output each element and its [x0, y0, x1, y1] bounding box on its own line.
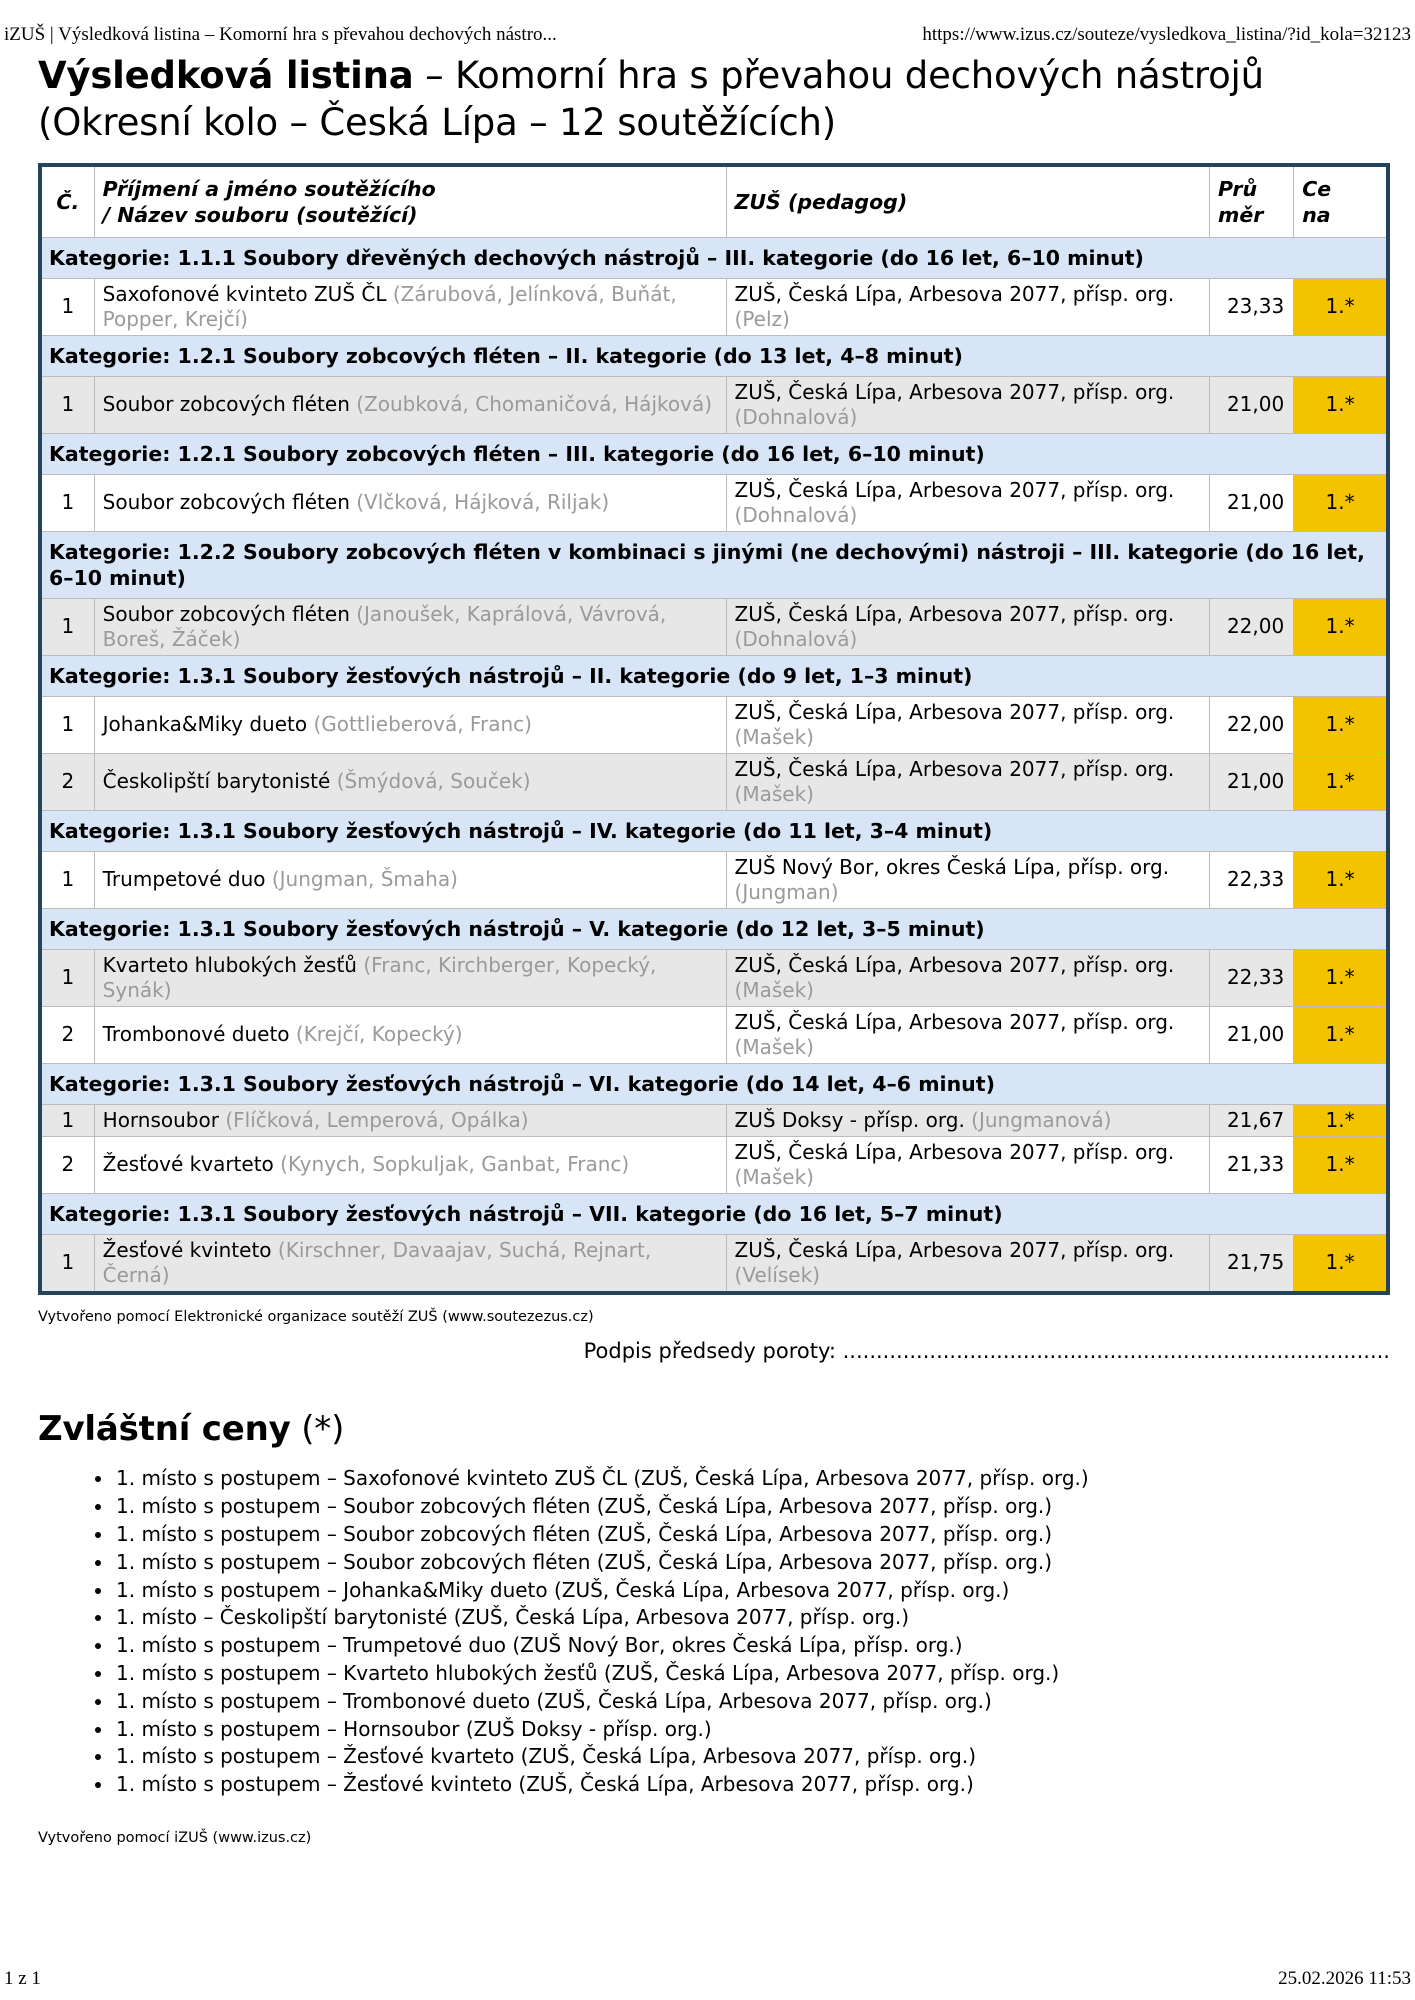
ensemble-name: Hornsoubor — [102, 1107, 219, 1132]
result-row — [40, 949, 1388, 1006]
result-row — [40, 696, 1388, 753]
prize-cell: 1.* — [1294, 1104, 1388, 1136]
ensemble-cell — [94, 474, 726, 531]
ensemble-cell — [94, 949, 726, 1006]
placement-number: 1 — [40, 851, 94, 908]
average-score: 22,33 — [1209, 851, 1293, 908]
pedagog-name: (Mašek) — [734, 724, 814, 749]
category-row: Kategorie: 1.3.1 Soubory žesťových nástrojů – IV. kategorie (do 11 let, 3–4 minut) — [40, 810, 1388, 851]
placement-number: 1 — [40, 949, 94, 1006]
ensemble-members: (Flíčková, Lemperová, Opálka) — [225, 1107, 529, 1132]
header-name: Příjmení a jméno soutěžícího / Název souboru (soutěžící) — [94, 165, 726, 238]
average-score: 21,67 — [1209, 1104, 1293, 1136]
page-title — [38, 52, 1318, 147]
page-title-rest: – Komorní hra s převahou dechových nástrojů (Okresní kolo – Česká Lípa – 12 soutěžících) — [38, 54, 1264, 145]
ensemble-members: (Kynych, Sopkuljak, Ganbat, Franc) — [280, 1152, 630, 1177]
school-cell — [726, 1104, 1209, 1136]
results-table — [38, 163, 1390, 1295]
result-row — [40, 1006, 1388, 1063]
ensemble-name: Johanka&Miky dueto — [102, 712, 308, 737]
ensemble-cell — [94, 1104, 726, 1136]
average-score: 21,00 — [1209, 753, 1293, 810]
pedagog-name: (Dohnalová) — [734, 626, 858, 651]
ensemble-members: (Krejčí, Kopecký) — [295, 1022, 463, 1047]
ensemble-name: Žesťové kvinteto — [102, 1237, 272, 1262]
school-cell — [726, 696, 1209, 753]
school-name: ZUŠ, Česká Lípa, Arbesova 2077, přísp. org. — [734, 1139, 1175, 1164]
placement-number: 1 — [40, 474, 94, 531]
school-cell — [726, 753, 1209, 810]
average-score: 21,00 — [1209, 1006, 1293, 1063]
result-row — [40, 1104, 1388, 1136]
school-name: ZUŠ, Česká Lípa, Arbesova 2077, přísp. org. — [734, 952, 1175, 977]
prize-cell: 1.* — [1294, 376, 1388, 433]
pedagog-name: (Pelz) — [734, 306, 790, 331]
document-body — [38, 52, 1390, 1848]
ensemble-name: Kvarteto hlubokých žesťů — [102, 952, 357, 977]
special-prize-item: • 1. místo s postupem – Trumpetové duo (ZUŠ Nový Bor, okres Česká Lípa, přísp. org.) — [114, 1632, 1390, 1660]
special-prize-item: • 1. místo s postupem – Saxofonové kvinteto ZUŠ ČL (ZUŠ, Česká Lípa, Arbesova 2077, přísp. org.) — [114, 1465, 1390, 1493]
placement-number: 1 — [40, 1104, 94, 1136]
ensemble-members: (Zoubková, Chomaničová, Hájková) — [356, 392, 712, 417]
ensemble-cell — [94, 1136, 726, 1193]
prize-cell: 1.* — [1294, 1234, 1388, 1293]
category-row: Kategorie: 1.1.1 Soubory dřevěných dechových nástrojů – III. kategorie (do 16 let, 6–10 minut) — [40, 237, 1388, 278]
print-header — [4, 24, 1411, 46]
school-cell — [726, 1006, 1209, 1063]
prize-cell: 1.* — [1294, 753, 1388, 810]
page-title-bold: Výsledková listina — [38, 54, 414, 97]
pedagog-name: (Jungman) — [734, 879, 839, 904]
pedagog-name: (Velísek) — [734, 1262, 820, 1287]
school-name: ZUŠ, Česká Lípa, Arbesova 2077, přísp. org. — [734, 601, 1175, 626]
signature-line: Podpis předsedy poroty: .................................................................................. — [583, 1338, 1390, 1363]
average-score: 23,33 — [1209, 278, 1293, 335]
school-cell — [726, 474, 1209, 531]
school-cell — [726, 949, 1209, 1006]
placement-number: 1 — [40, 376, 94, 433]
school-cell — [726, 1136, 1209, 1193]
ensemble-cell — [94, 1006, 726, 1063]
ensemble-members: (Jungman, Šmaha) — [271, 867, 458, 892]
school-cell — [726, 376, 1209, 433]
category-row: Kategorie: 1.3.1 Soubory žesťových nástrojů – VII. kategorie (do 16 let, 5–7 minut) — [40, 1193, 1388, 1234]
school-name: ZUŠ, Česká Lípa, Arbesova 2077, přísp. org. — [734, 756, 1175, 781]
average-score: 22,33 — [1209, 949, 1293, 1006]
special-prize-item: • 1. místo s postupem – Kvarteto hlubokých žesťů (ZUŠ, Česká Lípa, Arbesova 2077, přísp. org.) — [114, 1660, 1390, 1688]
pedagog-name: (Mašek) — [734, 1164, 814, 1189]
result-row — [40, 851, 1388, 908]
placement-number: 2 — [40, 1006, 94, 1063]
pedagog-name: (Jungmanová) — [971, 1107, 1112, 1132]
average-score: 22,00 — [1209, 598, 1293, 655]
table-header-row — [40, 165, 1388, 238]
print-header-title: iZUŠ | Výsledková listina – Komorní hra s převahou dechových nástro... — [4, 24, 557, 45]
prize-cell: 1.* — [1294, 696, 1388, 753]
average-score: 21,00 — [1209, 376, 1293, 433]
print-footer-datetime: 25.02.2026 11:53 — [1278, 1968, 1411, 1989]
special-prizes-heading-bold: Zvláštní ceny — [38, 1408, 291, 1449]
ensemble-members: (Kirschner, Davaajav, Suchá, Rejnart, Černá) — [102, 1237, 652, 1287]
pedagog-name: (Dohnalová) — [734, 404, 858, 429]
school-cell — [726, 1234, 1209, 1293]
placement-number: 1 — [40, 696, 94, 753]
school-name: ZUŠ Doksy - přísp. org. — [734, 1107, 965, 1132]
school-name: ZUŠ, Česká Lípa, Arbesova 2077, přísp. org. — [734, 1237, 1175, 1262]
placement-number: 1 — [40, 1234, 94, 1293]
ensemble-cell — [94, 851, 726, 908]
print-footer-page: 1 z 1 — [4, 1968, 41, 1989]
school-name: ZUŠ, Česká Lípa, Arbesova 2077, přísp. org. — [734, 699, 1175, 724]
result-row — [40, 1234, 1388, 1293]
category-row: Kategorie: 1.2.1 Soubory zobcových fléten – II. kategorie (do 13 let, 4–8 minut) — [40, 335, 1388, 376]
ensemble-members: (Zárubová, Jelínková, Buňát, Popper, Krejčí) — [102, 281, 677, 331]
special-prize-item: • 1. místo s postupem – Trombonové dueto (ZUŠ, Česká Lípa, Arbesova 2077, přísp. org.) — [114, 1688, 1390, 1716]
prize-cell: 1.* — [1294, 598, 1388, 655]
category-row: Kategorie: 1.2.1 Soubory zobcových fléten – III. kategorie (do 16 let, 6–10 minut) — [40, 433, 1388, 474]
result-row — [40, 753, 1388, 810]
average-score: 21,75 — [1209, 1234, 1293, 1293]
special-prizes-list — [38, 1465, 1390, 1799]
category-row: Kategorie: 1.3.1 Soubory žesťových nástrojů – II. kategorie (do 9 let, 1–3 minut) — [40, 655, 1388, 696]
prize-cell: 1.* — [1294, 474, 1388, 531]
special-prize-item: • 1. místo s postupem – Soubor zobcových fléten (ZUŠ, Česká Lípa, Arbesova 2077, přísp. org.) — [114, 1493, 1390, 1521]
ensemble-members: (Janoušek, Kaprálová, Vávrová, Boreš, Žáček) — [102, 601, 667, 651]
ensemble-cell — [94, 696, 726, 753]
school-cell — [726, 598, 1209, 655]
school-name: ZUŠ, Česká Lípa, Arbesova 2077, přísp. org. — [734, 379, 1175, 404]
school-name: ZUŠ Nový Bor, okres Česká Lípa, přísp. org. — [734, 854, 1170, 879]
result-row — [40, 278, 1388, 335]
ensemble-name: Trombonové dueto — [102, 1022, 290, 1047]
generator-note: Vytvořeno pomocí Elektronické organizace soutěží ZUŠ (www.soutezezus.cz) — [38, 1308, 594, 1325]
result-row — [40, 474, 1388, 531]
special-prize-item: • 1. místo s postupem – Hornsoubor (ZUŠ Doksy - přísp. org.) — [114, 1716, 1390, 1744]
prize-cell: 1.* — [1294, 949, 1388, 1006]
izus-note: Vytvořeno pomocí iZUŠ (www.izus.cz) — [38, 1829, 312, 1846]
ensemble-name: Saxofonové kvinteto ZUŠ ČL — [102, 281, 387, 306]
ensemble-members: (Vlčková, Hájková, Riljak) — [356, 490, 610, 515]
ensemble-cell — [94, 598, 726, 655]
special-prize-item: • 1. místo s postupem – Žesťové kvinteto (ZUŠ, Česká Lípa, Arbesova 2077, přísp. org.) — [114, 1771, 1390, 1799]
ensemble-members: (Gottlieberová, Franc) — [313, 712, 532, 737]
placement-number: 1 — [40, 278, 94, 335]
header-number: Č. — [40, 165, 94, 238]
result-row — [40, 376, 1388, 433]
pedagog-name: (Mašek) — [734, 977, 814, 1002]
pedagog-name: (Mašek) — [734, 1034, 814, 1059]
print-footer — [4, 1968, 1411, 1990]
special-prize-item: • 1. místo s postupem – Soubor zobcových fléten (ZUŠ, Česká Lípa, Arbesova 2077, přísp. org.) — [114, 1521, 1390, 1549]
special-prizes-heading — [38, 1409, 1390, 1450]
school-cell — [726, 278, 1209, 335]
school-name: ZUŠ, Česká Lípa, Arbesova 2077, přísp. org. — [734, 281, 1175, 306]
average-score: 21,00 — [1209, 474, 1293, 531]
ensemble-name: Soubor zobcových fléten — [102, 392, 350, 417]
special-prize-item: • 1. místo s postupem – Johanka&Miky dueto (ZUŠ, Česká Lípa, Arbesova 2077, přísp. org.) — [114, 1577, 1390, 1605]
average-score: 22,00 — [1209, 696, 1293, 753]
prize-cell: 1.* — [1294, 278, 1388, 335]
ensemble-cell — [94, 376, 726, 433]
special-prize-item: • 1. místo s postupem – Žesťové kvarteto (ZUŠ, Česká Lípa, Arbesova 2077, přísp. org.) — [114, 1743, 1390, 1771]
special-prize-item: • 1. místo s postupem – Soubor zobcových fléten (ZUŠ, Česká Lípa, Arbesova 2077, přísp. org.) — [114, 1549, 1390, 1577]
ensemble-cell — [94, 753, 726, 810]
special-prize-item: • 1. místo – Českolipští barytonisté (ZUŠ, Česká Lípa, Arbesova 2077, přísp. org.) — [114, 1604, 1390, 1632]
placement-number: 2 — [40, 1136, 94, 1193]
header-prize: Ce na — [1294, 165, 1388, 238]
placement-number: 2 — [40, 753, 94, 810]
header-average: Prů měr — [1209, 165, 1293, 238]
ensemble-name: Soubor zobcových fléten — [102, 490, 350, 515]
ensemble-members: (Šmýdová, Souček) — [336, 769, 531, 794]
placement-number: 1 — [40, 598, 94, 655]
school-name: ZUŠ, Česká Lípa, Arbesova 2077, přísp. org. — [734, 1009, 1175, 1034]
ensemble-name: Českolipští barytonisté — [102, 769, 331, 794]
prize-cell: 1.* — [1294, 1006, 1388, 1063]
category-row: Kategorie: 1.3.1 Soubory žesťových nástrojů – V. kategorie (do 12 let, 3–5 minut) — [40, 908, 1388, 949]
prize-cell: 1.* — [1294, 851, 1388, 908]
pedagog-name: (Dohnalová) — [734, 502, 858, 527]
special-prizes-heading-rest: (*) — [290, 1408, 345, 1449]
ensemble-name: Žesťové kvarteto — [102, 1152, 274, 1177]
pedagog-name: (Mašek) — [734, 781, 814, 806]
school-cell — [726, 851, 1209, 908]
result-row — [40, 1136, 1388, 1193]
category-row: Kategorie: 1.3.1 Soubory žesťových nástrojů – VI. kategorie (do 14 let, 4–6 minut) — [40, 1063, 1388, 1104]
ensemble-name: Soubor zobcových fléten — [102, 601, 350, 626]
print-header-url: https://www.izus.cz/souteze/vysledkova_listina/?id_kola=32123 — [922, 24, 1411, 45]
prize-cell: 1.* — [1294, 1136, 1388, 1193]
school-name: ZUŠ, Česká Lípa, Arbesova 2077, přísp. org. — [734, 477, 1175, 502]
ensemble-name: Trumpetové duo — [102, 867, 266, 892]
average-score: 21,33 — [1209, 1136, 1293, 1193]
result-row — [40, 598, 1388, 655]
ensemble-members: (Franc, Kirchberger, Kopecký, Synák) — [102, 952, 657, 1002]
category-row: Kategorie: 1.2.2 Soubory zobcových fléten v kombinaci s jinými (ne dechovými) nástroji – III. kategorie (do 16 let, 6–10 minut) — [40, 531, 1388, 598]
header-school: ZUŠ (pedagog) — [726, 165, 1209, 238]
ensemble-cell — [94, 1234, 726, 1293]
ensemble-cell — [94, 278, 726, 335]
